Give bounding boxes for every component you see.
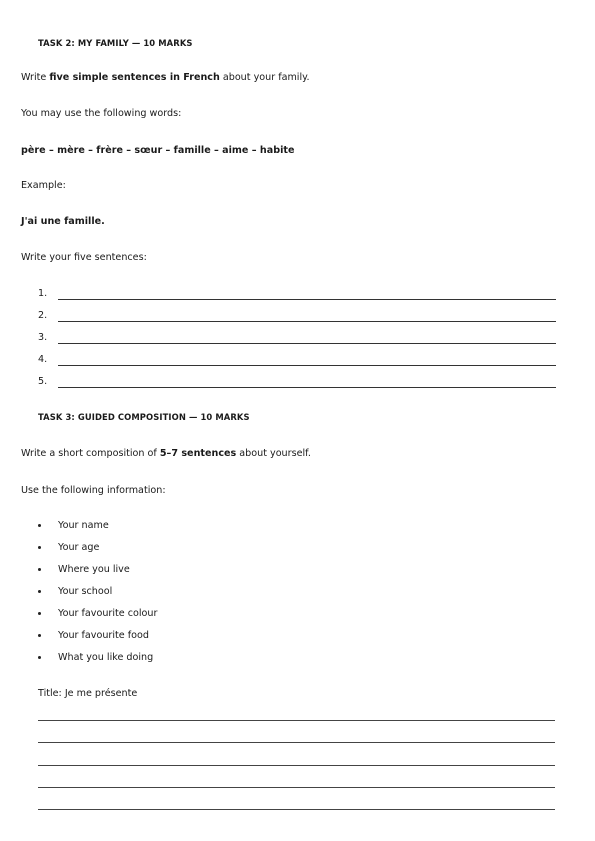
task2-instruction-bold: five simple sentences in French: [49, 72, 220, 83]
bullet-dot: [38, 524, 41, 527]
task2-prompt: Write your five sentences:: [21, 252, 147, 263]
answer-number-1: 1.: [38, 288, 48, 299]
bullet-text: What you like doing: [58, 652, 154, 663]
composition-title: Title: Je me présente: [38, 688, 138, 699]
bullet-dot: [38, 612, 41, 615]
composition-line[interactable]: [38, 720, 555, 721]
bullet-dot: [38, 634, 41, 637]
answer-rule-2: [58, 321, 556, 322]
answer-number-4: 4.: [38, 354, 48, 365]
answer-line-5[interactable]: [38, 376, 556, 388]
task2-instruction: [21, 72, 310, 83]
answer-line-3[interactable]: [38, 332, 556, 344]
task2-example-label: Example:: [21, 180, 66, 191]
answer-rule-3: [58, 343, 556, 344]
bullet-dot: [38, 590, 41, 593]
bullet-text: Your name: [58, 520, 109, 531]
bullet-text: Your age: [58, 542, 100, 553]
task2-instruction-post: about your family.: [219, 72, 310, 83]
answer-number-5: 5.: [38, 376, 48, 387]
task3-heading: TASK 3: GUIDED COMPOSITION — 10 MARKS: [38, 412, 250, 422]
answer-rule-4: [58, 365, 556, 366]
answer-line-1[interactable]: [38, 288, 556, 300]
composition-line[interactable]: [38, 765, 555, 766]
answer-line-4[interactable]: [38, 354, 556, 366]
task2-word-list: père – mère – frère – sœur – famille – aime – habite: [21, 145, 295, 156]
task2-heading: TASK 2: MY FAMILY — 10 MARKS: [38, 38, 193, 48]
bullet-dot: [38, 656, 41, 659]
task3-instruction-bold: 5–7 sentences: [159, 448, 237, 459]
answer-number-3: 3.: [38, 332, 48, 343]
bullet-text: Your school: [58, 586, 113, 597]
answer-line-2[interactable]: [38, 310, 556, 322]
answer-rule-1: [58, 299, 556, 300]
bullet-text: Where you live: [58, 564, 130, 575]
task2-example-text: J'ai une famille.: [21, 216, 105, 227]
task2-words-intro: You may use the following words:: [21, 108, 182, 119]
answer-number-2: 2.: [38, 310, 48, 321]
composition-line[interactable]: [38, 787, 555, 788]
composition-line[interactable]: [38, 742, 555, 743]
task3-instruction-post: about yourself.: [236, 448, 311, 459]
task3-instruction: [21, 448, 311, 459]
bullet-text: Your favourite food: [58, 630, 149, 641]
task3-instruction-pre: Write a short composition of: [21, 448, 160, 459]
composition-line[interactable]: [38, 809, 555, 810]
bullet-text: Your favourite colour: [58, 608, 158, 619]
bullet-dot: [38, 568, 41, 571]
answer-rule-5: [58, 387, 556, 388]
bullet-dot: [38, 546, 41, 549]
task2-instruction-pre: Write: [21, 72, 50, 83]
task3-info-intro: Use the following information:: [21, 485, 166, 496]
